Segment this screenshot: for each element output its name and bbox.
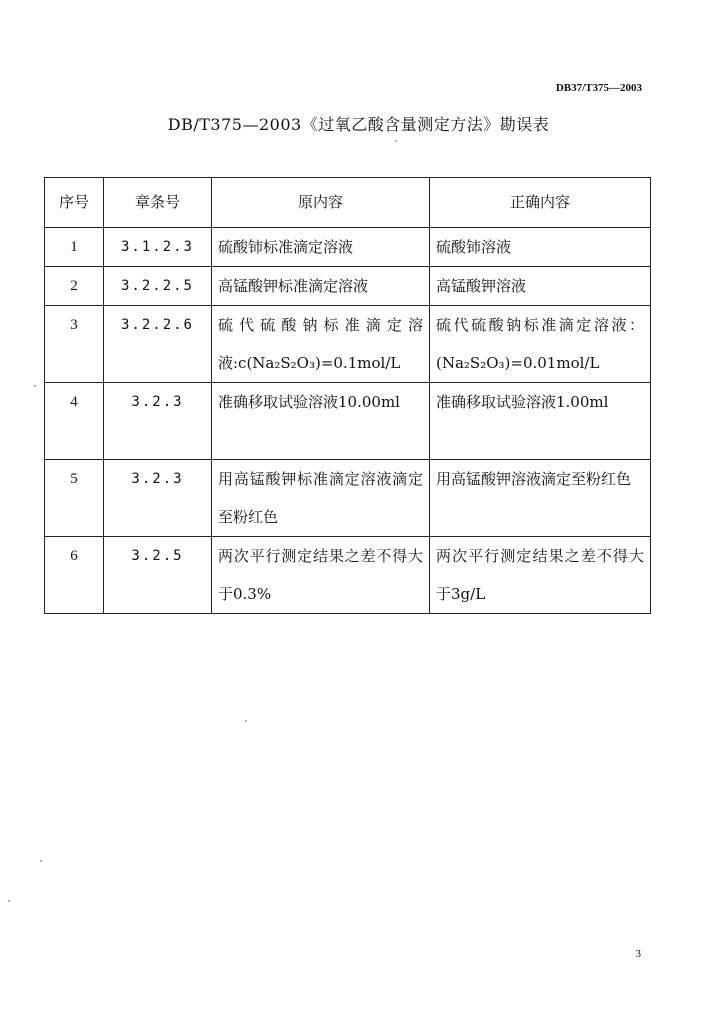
original-content: 准确移取试验溶液10.00ml <box>212 383 430 460</box>
table-row <box>45 267 651 306</box>
row-number: 3 <box>45 306 104 383</box>
table-row <box>45 228 651 267</box>
column-header-no: 序号 <box>45 178 104 228</box>
clause-number: 3.2.2.5 <box>104 267 212 306</box>
clause-number: 3.2.3 <box>104 383 212 460</box>
row-number: 5 <box>45 460 104 537</box>
page-number: 3 <box>635 948 641 960</box>
column-header-clause: 章条号 <box>104 178 212 228</box>
original-content: 用高锰酸钾标准滴定溶液滴定至粉红色 <box>212 460 430 537</box>
correct-content: 用高锰酸钾溶液滴定至粉红色 <box>430 460 651 537</box>
correct-content: 硫酸铈溶液 <box>430 228 651 267</box>
row-number: 4 <box>45 383 104 460</box>
original-content: 两次平行测定结果之差不得大于0.3% <box>212 537 430 614</box>
scan-speck <box>8 900 10 902</box>
correct-content: 硫代硫酸钠标准滴定溶液：(Na₂S₂O₃)=0.01mol/L <box>430 306 651 383</box>
clause-number: 3.1.2.3 <box>104 228 212 267</box>
table-row <box>45 537 651 614</box>
clause-number: 3.2.3 <box>104 460 212 537</box>
errata-table <box>44 177 651 614</box>
column-header-correct: 正确内容 <box>430 178 651 228</box>
table-row <box>45 306 651 383</box>
scan-speck <box>395 140 397 142</box>
table-row <box>45 383 651 460</box>
correct-content: 高锰酸钾溶液 <box>430 267 651 306</box>
row-number: 2 <box>45 267 104 306</box>
document-code: DB37/T375—2003 <box>555 82 642 94</box>
scan-speck <box>245 720 247 722</box>
row-number: 1 <box>45 228 104 267</box>
correct-content: 准确移取试验溶液1.00ml <box>430 383 651 460</box>
table-row <box>45 460 651 537</box>
original-content: 硫酸铈标准滴定溶液 <box>212 228 430 267</box>
page-title: DB/T375—2003《过氧乙酸含量测定方法》勘误表 <box>167 115 550 134</box>
row-number: 6 <box>45 537 104 614</box>
column-header-original: 原内容 <box>212 178 430 228</box>
original-content: 硫代硫酸钠标准滴定溶液:c(Na₂S₂O₃)=0.1mol/L <box>212 306 430 383</box>
original-content: 高锰酸钾标准滴定溶液 <box>212 267 430 306</box>
scan-speck <box>34 385 36 387</box>
scan-speck <box>40 860 42 862</box>
clause-number: 3.2.2.6 <box>104 306 212 383</box>
correct-content: 两次平行测定结果之差不得大于3g/L <box>430 537 651 614</box>
table-header-row <box>45 178 651 228</box>
clause-number: 3.2.5 <box>104 537 212 614</box>
